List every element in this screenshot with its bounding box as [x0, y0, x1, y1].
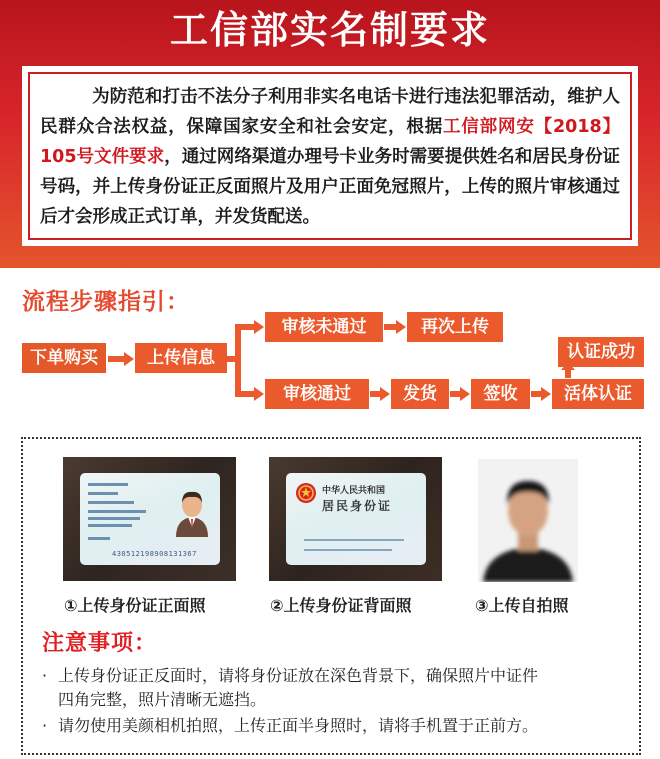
bullet-icon: · — [42, 716, 48, 735]
flow-step-upload: 上传信息 — [135, 343, 227, 373]
id-card-back — [286, 473, 426, 565]
notes-title: 注意事项： — [42, 631, 158, 656]
id-number: 430512198908131367 — [112, 550, 197, 558]
notice-part1: 为防范和打击不法分子利用非实名电话卡进行违法犯罪活动，维护人民群众合法权益，保障国家安全和社会安定，根据 — [40, 87, 620, 137]
flow-step-order: 下单购买 — [22, 343, 106, 373]
flow-title: 流程步骤指引： — [22, 289, 190, 315]
flow-step-liveness: 活体认证 — [552, 379, 644, 409]
selfie-photo — [478, 459, 578, 582]
id-front-photo — [63, 457, 236, 581]
page-title: 工信部实名制要求 — [169, 8, 490, 52]
caption-id-back: ②上传身份证背面照 — [270, 596, 412, 615]
person-avatar-icon — [172, 487, 212, 537]
note-item-1-line2: 四角完整，照片清晰无遮挡。 — [58, 690, 267, 709]
national-emblem-icon — [295, 482, 317, 504]
bullet-icon: · — [42, 666, 48, 685]
arrow-right-icon — [384, 320, 406, 334]
header-banner — [0, 0, 660, 268]
note-item-1-line1: 上传身份证正反面时，请将身份证放在深色背景下，确保照片中证件 — [58, 666, 539, 685]
notice-part2: ，通过网络渠道办理号卡业务时需要提供姓名和居民身份证号码，并上传身份证正反面照片及用户正面免冠照片，上传的照片审核通过后才会形成正式订单，并发货配送。 — [40, 147, 620, 227]
arrow-right-icon — [108, 352, 134, 366]
flow-step-reupload: 再次上传 — [407, 312, 503, 342]
back-card-subtitle: 居民身份证 — [322, 499, 393, 513]
arrow-right-icon — [450, 387, 470, 401]
arrow-right-icon — [531, 387, 551, 401]
flow-step-sign: 签收 — [471, 379, 530, 409]
note-item-1 — [42, 664, 632, 712]
flow-step-success: 认证成功 — [558, 337, 644, 367]
back-card-title: 中华人民共和国 — [322, 486, 386, 496]
arrow-right-icon — [370, 387, 390, 401]
id-back-photo — [269, 457, 442, 581]
flow-step-pass: 审核通过 — [265, 379, 369, 409]
flow-step-ship: 发货 — [391, 379, 449, 409]
note-item-2 — [42, 714, 632, 738]
caption-id-front: ①上传身份证正面照 — [64, 596, 206, 615]
notice-text — [28, 72, 632, 240]
flow-step-fail: 审核未通过 — [265, 312, 383, 342]
branch-vertical — [235, 327, 241, 395]
note-item-2-text: 请勿使用美颜相机拍照，上传正面半身照时，请将手机置于正前方。 — [58, 716, 539, 735]
notice-highlight: 工信部网安【2018】105号文件要求 — [40, 117, 620, 167]
notice-box — [22, 66, 638, 246]
id-card-front — [80, 473, 220, 565]
selfie-person-icon — [478, 459, 578, 582]
caption-selfie: ③上传自拍照 — [475, 596, 569, 615]
